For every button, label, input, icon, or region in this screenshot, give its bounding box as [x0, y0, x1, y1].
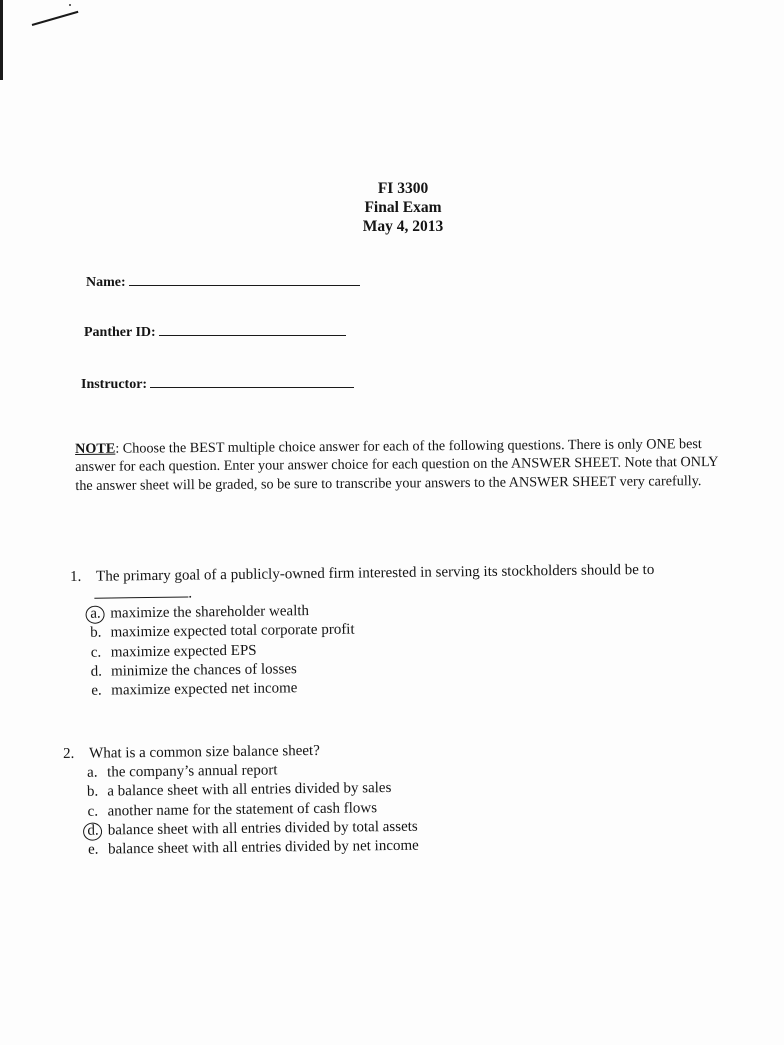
scan-speck: [69, 4, 71, 6]
choice-text: maximize expected EPS: [110, 642, 257, 661]
course-code: FI 3300: [377, 180, 429, 197]
exam-header: [300, 179, 506, 236]
instructor-label: Instructor:: [81, 377, 148, 392]
choice-letter: c.: [90, 644, 102, 661]
blank-period: .: [188, 585, 193, 602]
choice-letter: e.: [91, 682, 102, 699]
name-label: Name:: [86, 275, 126, 290]
choice-text: balance sheet with all entries divided by total assets: [107, 818, 418, 839]
choice-text: the company’s annual report: [107, 762, 278, 781]
panther-id-field[interactable]: [84, 323, 346, 341]
instructions-note: [75, 435, 735, 495]
choice-text: a balance sheet with all entries divided by sales: [107, 780, 392, 800]
note-lead: NOTE: [75, 440, 116, 457]
panther-id-blank[interactable]: [159, 323, 346, 336]
exam-title: Final Exam: [364, 199, 442, 216]
question-number: 2.: [63, 745, 75, 762]
question-1: [70, 559, 762, 702]
instructor-blank[interactable]: [150, 375, 354, 388]
question-number: 1.: [70, 568, 82, 585]
exam-date: May 4, 2013: [362, 218, 444, 235]
choice-letter: d.: [90, 663, 103, 680]
choice-letter-circled: d.: [82, 821, 104, 841]
choice-list: [63, 758, 564, 861]
name-blank[interactable]: [129, 273, 360, 286]
name-field[interactable]: [86, 273, 360, 291]
choice-text: maximize expected total corporate profit: [110, 621, 355, 641]
choice-letter: e.: [87, 841, 99, 858]
choice-text: maximize the shareholder wealth: [110, 603, 310, 622]
note-text: : Choose the BEST multiple choice answer for each of the following questions. There is only ONE best answer for each question. Enter your answer choice for each question on the ANSWER SHEET. Note that ONLY the answer sheet will be graded, so be sure to transcribe your answers to the ANSWER SHEET very carefully.: [75, 436, 719, 494]
scan-edge-shadow: [0, 0, 3, 80]
choice-text: balance sheet with all entries divided by net income: [107, 837, 419, 858]
question-text: What is a common size balance sheet?: [89, 742, 320, 762]
choice-letter: a.: [87, 764, 98, 781]
choice-letter: b.: [86, 783, 99, 801]
question-text: The primary goal of a publicly-owned firm interested in serving its stockholders should be to: [96, 561, 655, 585]
instructor-field[interactable]: [81, 375, 354, 393]
choice-text: another name for the statement of cash flows: [107, 799, 378, 820]
choice-list: [70, 597, 761, 702]
choice-letter: c.: [87, 803, 99, 820]
choice-text: minimize the chances of losses: [110, 661, 297, 680]
choice-letter: b.: [90, 624, 102, 642]
choice-text: maximize expected net income: [111, 680, 298, 699]
question-2: [63, 738, 564, 861]
pen-mark: [32, 11, 79, 26]
choice-letter-circled: a.: [84, 605, 106, 625]
answer-blank: [94, 587, 188, 599]
panther-id-label: Panther ID:: [84, 325, 156, 340]
